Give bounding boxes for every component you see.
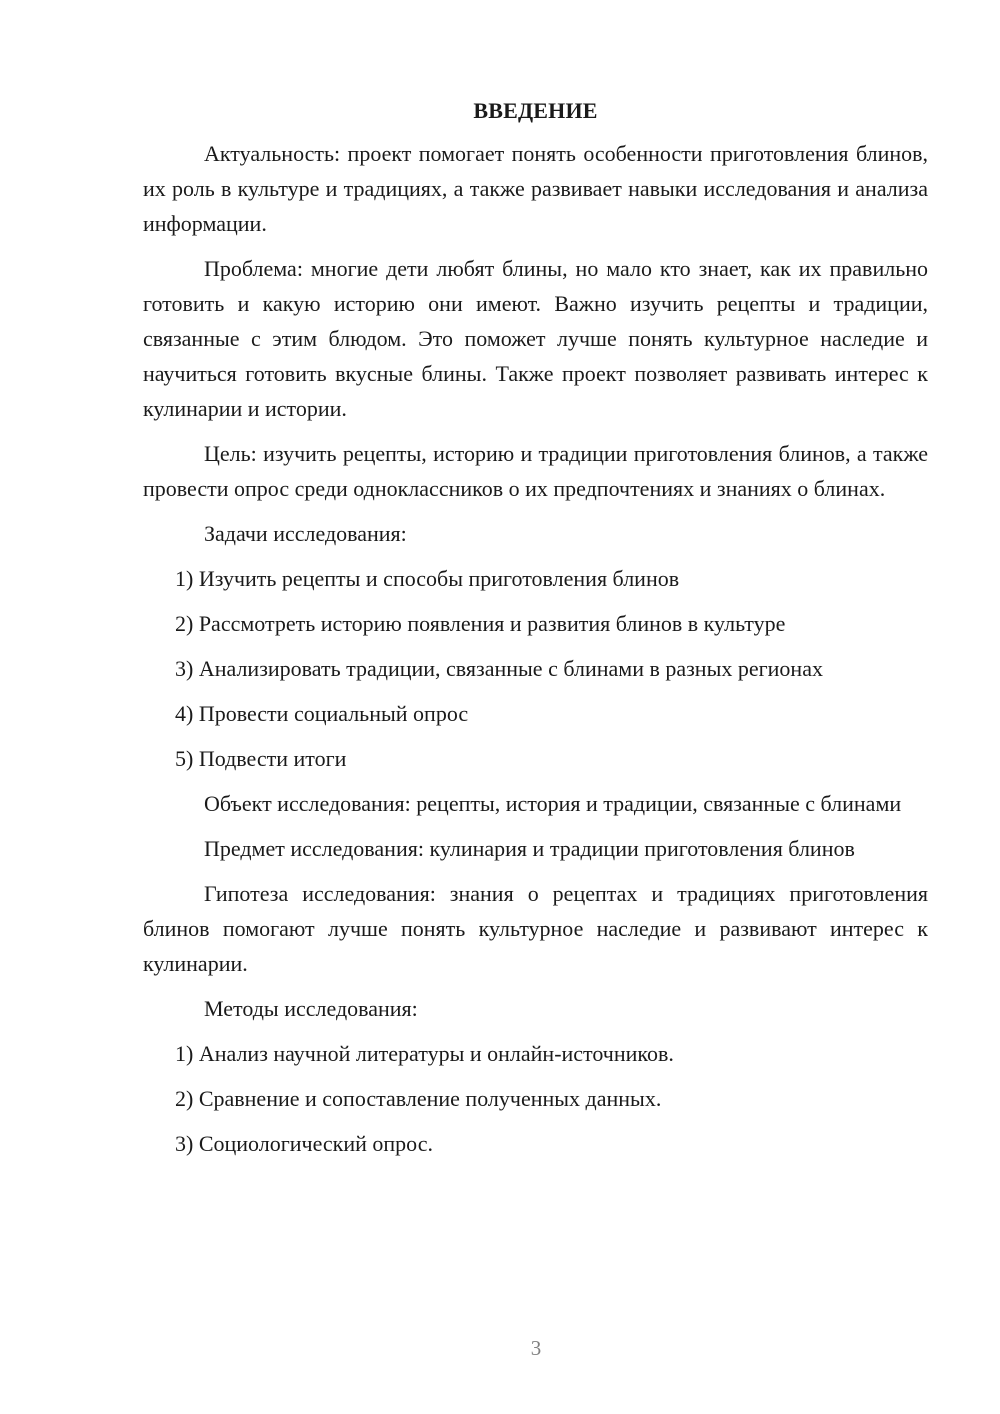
page-number: 3	[530, 1336, 542, 1360]
methods-heading: Методы исследования:	[204, 996, 418, 1021]
methods-list	[143, 1036, 928, 1161]
task-item: 5) Подвести итоги	[175, 746, 347, 771]
tasks-list	[143, 561, 928, 776]
problem-paragraph: Проблема: многие дети любят блины, но мало кто знает, как их правильно готовить и какую историю они имеют. Важно изучить рецепты и традиции, связанные с этим блюдом. Это поможет лучше понять культурное наследие и научиться готовить вкусные блины. Также проект позволяет развивать интерес к кулинарии и истории.	[143, 256, 928, 421]
tasks-heading: Задачи исследования:	[204, 521, 407, 546]
task-item: 3) Анализировать традиции, связанные с блинами в разных регионах	[175, 656, 823, 681]
page-content	[143, 94, 928, 1171]
task-item: 4) Провести социальный опрос	[175, 701, 469, 726]
method-item: 3) Социологический опрос.	[175, 1131, 433, 1156]
method-item: 1) Анализ научной литературы и онлайн-источников.	[175, 1041, 674, 1066]
relevance-paragraph: Актуальность: проект помогает понять особенности приготовления блинов, их роль в культуре и традициях, а также развивает навыки исследования и анализа информации.	[143, 141, 928, 236]
hypothesis-paragraph: Гипотеза исследования: знания о рецептах и традициях приготовления блинов помогают лучше понять культурное наследие и развивают интерес к кулинарии.	[143, 881, 928, 976]
subject-paragraph: Предмет исследования: кулинария и традиции приготовления блинов	[204, 836, 855, 861]
object-paragraph: Объект исследования: рецепты, история и традиции, связанные с блинами	[204, 791, 902, 816]
section-title: ВВЕДЕНИЕ	[473, 98, 598, 123]
task-item: 1) Изучить рецепты и способы приготовления блинов	[175, 566, 680, 591]
task-item: 2) Рассмотреть историю появления и развития блинов в культуре	[175, 611, 786, 636]
goal-paragraph: Цель: изучить рецепты, историю и традиции приготовления блинов, а также провести опрос среди одноклассников о их предпочтениях и знаниях о блинах.	[143, 441, 928, 501]
method-item: 2) Сравнение и сопоставление полученных данных.	[175, 1086, 662, 1111]
